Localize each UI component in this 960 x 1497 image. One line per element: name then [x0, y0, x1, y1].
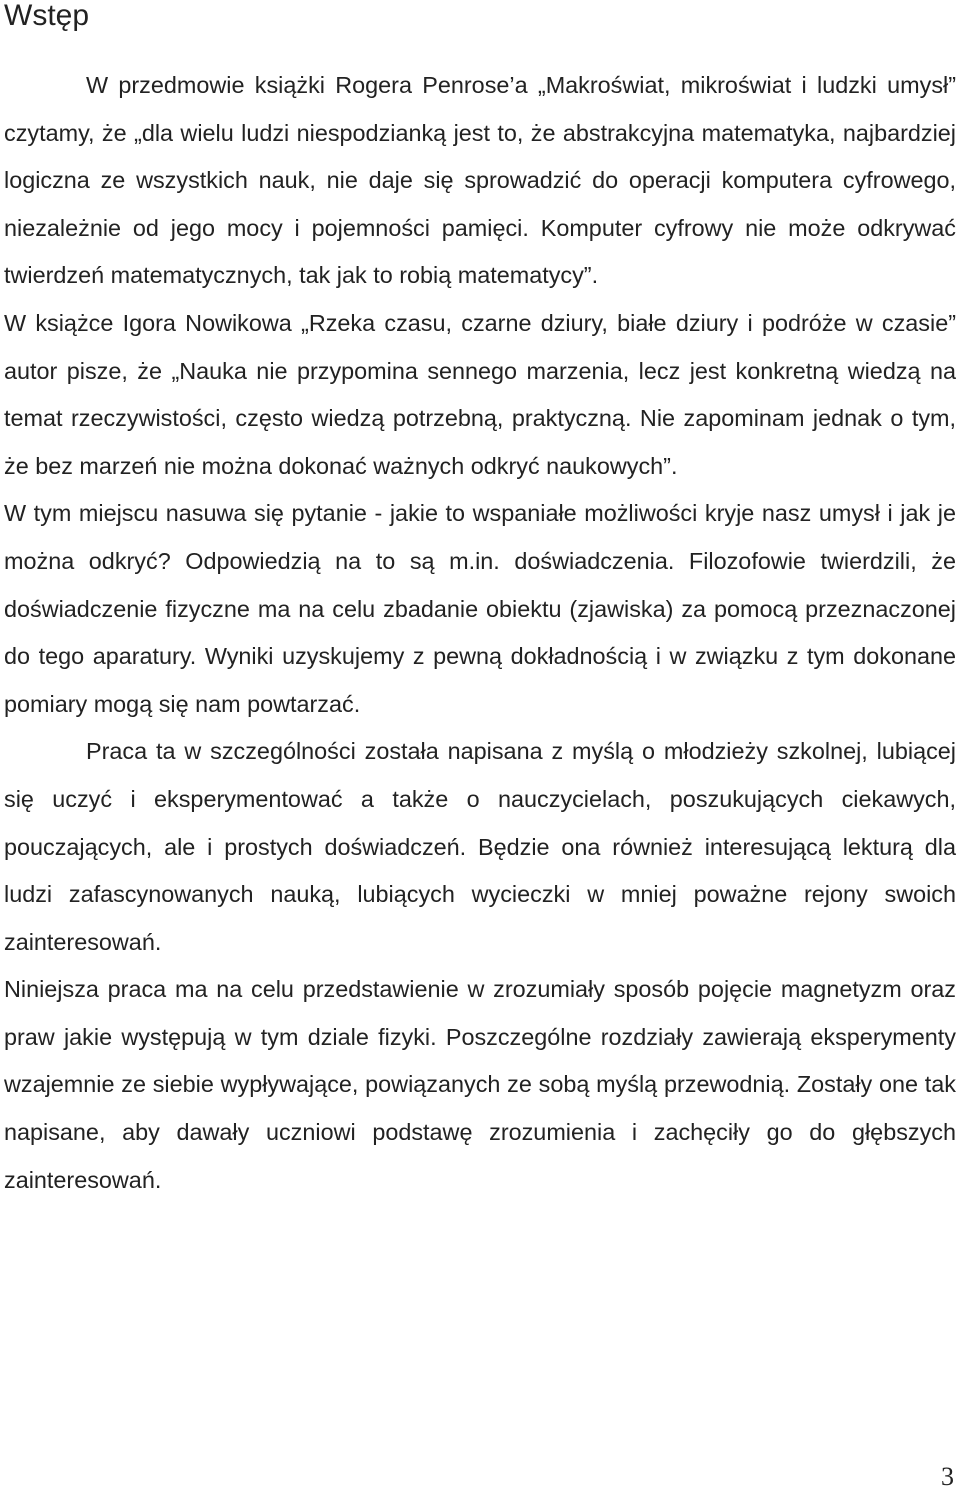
paragraph-audience: Praca ta w szczególności została napisana z myślą o młodzieży szkolnej, lubiącej się uczyć i eksperymentować a także o nauczycielach, poszukujących ciekawych, pouczających, ale i prostych doświadczeń. Będzie ona również interesującą lekturą dla ludzi zafascynowanych nauką, lubiących wycieczki w mniej poważne rejony swoich zainteresowań. [4, 738, 956, 955]
paragraph-purpose: Niniejsza praca ma na celu przedstawienie w zrozumiały sposób pojęcie magnetyzm oraz praw jakie występują w tym dziale fizyki. Poszczególne rozdziały zawierają eksperymenty wzajemnie ze siebie wypływające, powiązanych ze sobą myślą przewodnią. Zostały one tak napisane, aby dawały uczniowi podstawę zrozumienia i zachęciły go do głębszych zainteresowań. [4, 976, 956, 1193]
page-number: 3 [941, 1462, 954, 1491]
paragraph-experiments: W tym miejscu nasuwa się pytanie - jakie to wspaniałe możliwości kryje nasz umysł i jak je można odkryć? Odpowiedzią na to są m.in. doświadczenia. Filozofowie twierdzili, że doświadczenie fizyczne ma na celu zbadanie obiektu (zjawiska) za pomocą przeznaczonej do tego aparatury. Wyniki uzyskujemy z pewną dokładnością i w związku z tym dokonane pomiary mogą się nam powtarzać. [4, 500, 956, 717]
paragraph-nowikow-quote: W książce Igora Nowikowa „Rzeka czasu, czarne dziury, białe dziury i podróże w czasie” autor pisze, że „Nauka nie przypomina sennego marzenia, lecz jest konkretną wiedzą na temat rzeczywistości, często wiedzą potrzebną, praktyczną. Nie zapominam jednak o tym, że bez marzeń nie można dokonać ważnych odkryć naukowych”. [4, 309, 956, 479]
page-title: Wstęp [4, 0, 90, 32]
paragraph-penrose-quote: W przedmowie książki Rogera Penrose’a „Makroświat, mikroświat i ludzki umysł” czytamy, że „dla wielu ludzi niespodzianką jest to, że abstrakcyjna matematyka, najbardziej logiczna ze wszystkich nauk, nie daje się sprowadzić do operacji komputera cyfrowego, niezależnie od jego mocy i pojemności pamięci. Komputer cyfrowy nie może odkrywać twierdzeń matematycznych, tak jak to robią matematycy”. [4, 72, 956, 289]
body-text [4, 62, 956, 1204]
